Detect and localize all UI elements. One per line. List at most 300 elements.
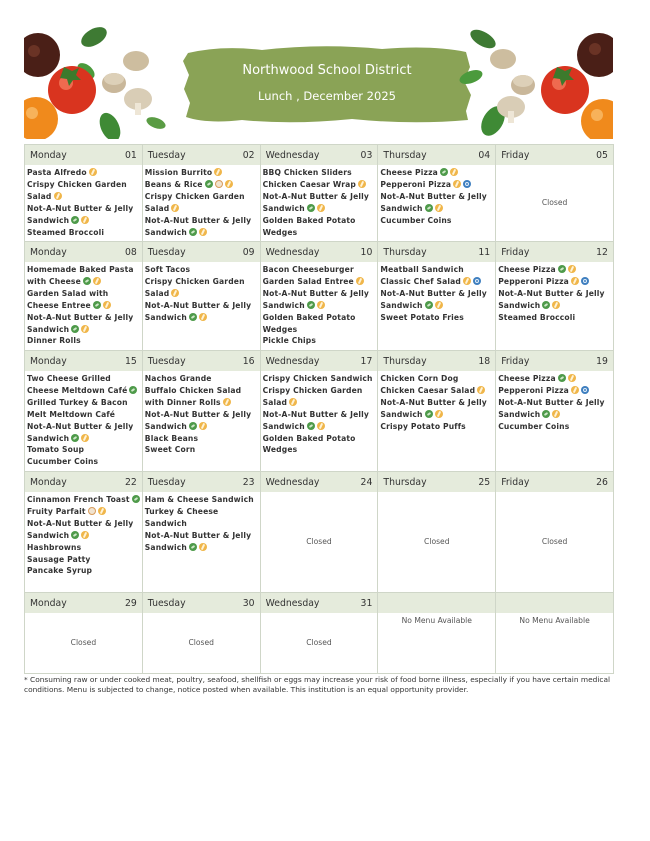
wheat-icon	[317, 204, 325, 212]
day-name: Monday	[30, 476, 67, 488]
menu-item	[263, 191, 376, 215]
menu-item	[27, 167, 140, 179]
day-header	[261, 472, 378, 492]
menu-item	[263, 335, 376, 347]
menu-item-text: Not-A-Nut Butter & Jelly Sandwich	[380, 191, 487, 213]
day-cell	[496, 242, 614, 351]
day-cell	[496, 145, 614, 242]
wheat-icon	[225, 180, 233, 188]
menu-item	[380, 288, 493, 312]
menu-item-text: Bacon Cheeseburger	[262, 265, 354, 274]
day-cell	[142, 351, 260, 472]
day-menu	[496, 165, 613, 241]
menu-item-text: Not-A-Nut Butter & Jelly Sandwich	[498, 288, 605, 310]
vegetarian-icon	[71, 325, 79, 333]
menu-item	[145, 264, 258, 276]
day-cell	[378, 145, 496, 242]
menu-item-text: Crispy Potato Puffs	[380, 421, 466, 431]
menu-item	[498, 421, 611, 433]
menu-item-text: Not-A-Nut Butter & Jelly Sandwich	[144, 530, 252, 552]
day-date: 29	[124, 597, 137, 609]
menu-item	[27, 565, 140, 577]
menu-item	[380, 385, 493, 397]
day-header	[25, 145, 142, 165]
vegetarian-icon	[542, 410, 550, 418]
day-header	[143, 593, 260, 613]
menu-month-subtitle: Lunch , December 2025	[258, 89, 396, 103]
day-menu	[378, 262, 495, 350]
menu-item	[145, 191, 258, 215]
day-cell	[260, 145, 378, 242]
day-menu	[261, 262, 378, 350]
wheat-icon	[571, 277, 579, 285]
menu-item	[263, 385, 376, 409]
day-menu	[496, 492, 613, 592]
vegetarian-icon	[558, 265, 566, 273]
day-date: 08	[124, 246, 137, 258]
menu-item-text: Cucumber Coins	[380, 215, 452, 225]
day-header	[496, 593, 613, 613]
menu-item-text: Cheese Pizza	[380, 168, 438, 177]
menu-item-text: Golden Baked Potato Wedges	[262, 433, 356, 455]
day-name: Wednesday	[265, 355, 320, 367]
menu-item-text: Cinnamon French Toast	[27, 495, 130, 504]
wheat-icon	[199, 313, 207, 321]
day-name: Friday	[501, 246, 530, 258]
menu-item-text: Not-A-Nut Butter & Jelly Sandwich	[498, 397, 605, 419]
menu-calendar	[24, 144, 614, 674]
day-menu	[496, 262, 613, 350]
menu-item-text: Chicken Corn Dog	[380, 374, 459, 383]
vegetarian-icon	[558, 374, 566, 382]
menu-item-text: Golden Baked Potato Wedges	[262, 312, 356, 334]
wheat-icon	[317, 422, 325, 430]
vegetarian-icon	[205, 180, 213, 188]
day-header	[378, 242, 495, 262]
menu-item	[27, 518, 140, 542]
menu-item-text: Pasta Alfredo	[27, 168, 87, 177]
menu-item	[498, 288, 611, 312]
day-name: Friday	[501, 149, 530, 161]
menu-item-text: Hashbrowns	[27, 542, 82, 552]
day-name: Tuesday	[147, 597, 186, 609]
day-date: 26	[596, 476, 608, 488]
menu-item	[145, 506, 258, 530]
wheat-icon	[571, 386, 579, 394]
closed-label: Closed	[188, 638, 214, 647]
menu-item-text: Grilled Turkey & Bacon Melt Meltdown Café	[27, 397, 128, 419]
menu-item-text: Sweet Corn	[144, 445, 196, 455]
pork-icon	[581, 277, 589, 285]
menu-item	[145, 530, 258, 554]
menu-item	[27, 264, 140, 288]
wheat-icon	[81, 216, 89, 224]
day-menu	[261, 165, 378, 241]
day-header	[143, 242, 260, 262]
wheat-icon	[317, 301, 325, 309]
day-header	[378, 145, 495, 165]
menu-item-text: Cucumber Coins	[498, 421, 570, 431]
wheat-icon	[89, 168, 97, 176]
calendar-week-row	[25, 242, 614, 351]
menu-item	[263, 433, 376, 457]
vegetarian-icon	[189, 228, 197, 236]
day-menu	[261, 492, 378, 592]
day-header	[496, 145, 613, 165]
day-date: 04	[478, 149, 491, 161]
menu-item	[263, 312, 376, 336]
day-menu	[143, 371, 260, 471]
menu-item-text: Pickle Chips	[262, 336, 317, 346]
day-cell	[260, 351, 378, 472]
vegetarian-icon	[307, 301, 315, 309]
menu-item	[27, 554, 140, 566]
day-cell	[496, 351, 614, 472]
menu-item	[27, 506, 140, 518]
day-menu	[25, 262, 142, 350]
day-name: Wednesday	[265, 149, 320, 161]
menu-item	[27, 494, 140, 506]
menu-item-text: Cucumber Coins	[27, 457, 99, 467]
day-cell	[25, 242, 143, 351]
menu-item	[263, 167, 376, 179]
wheat-icon	[199, 422, 207, 430]
day-header	[378, 472, 495, 492]
vegetarian-icon	[93, 301, 101, 309]
day-cell	[260, 593, 378, 674]
day-date: 19	[596, 355, 608, 367]
menu-item	[27, 312, 140, 336]
vegetarian-icon	[425, 301, 433, 309]
day-menu	[496, 613, 613, 673]
vegetarian-icon	[129, 386, 137, 394]
vegetarian-icon	[189, 543, 197, 551]
wheat-icon	[568, 265, 576, 273]
wheat-icon	[289, 398, 297, 406]
menu-item	[27, 335, 140, 347]
menu-item	[380, 397, 493, 421]
menu-item	[263, 264, 376, 276]
day-header	[25, 472, 142, 492]
menu-item-text: Not-A-Nut Butter & Jelly Sandwich	[262, 191, 370, 213]
menu-item	[263, 179, 376, 191]
menu-item	[145, 179, 258, 191]
day-menu	[143, 262, 260, 350]
day-date: 18	[478, 355, 491, 367]
day-name: Thursday	[383, 246, 427, 258]
menu-item-text: Garden Salad Entree	[262, 276, 354, 286]
menu-item	[27, 373, 140, 397]
wheat-icon	[199, 543, 207, 551]
day-menu	[378, 613, 495, 673]
menu-item-text: Not-A-Nut Butter & Jelly Sandwich	[144, 300, 252, 322]
vegetarian-icon	[71, 531, 79, 539]
menu-item-text: Mission Burrito	[144, 168, 213, 177]
day-header	[496, 351, 613, 371]
day-name: Tuesday	[147, 246, 186, 258]
day-menu	[261, 613, 378, 673]
menu-item-text: Buffalo Chicken Salad with Dinner Rolls	[144, 385, 242, 407]
day-menu	[25, 165, 142, 241]
menu-item	[498, 312, 611, 324]
menu-item-text: Pepperoni Pizza	[380, 179, 452, 189]
day-date: 12	[596, 246, 608, 258]
wheat-icon	[103, 301, 111, 309]
calendar-week-row	[25, 472, 614, 593]
menu-item	[498, 264, 611, 276]
menu-item-text: Classic Chef Salad	[380, 276, 462, 286]
closed-label: Closed	[424, 537, 450, 546]
calendar-week-row	[25, 593, 614, 674]
menu-item-text: Pancake Syrup	[27, 566, 93, 576]
banner-brush-stroke	[182, 43, 472, 125]
menu-item	[380, 191, 493, 215]
menu-item-text: Turkey & Cheese Sandwich	[144, 506, 219, 528]
day-date: 03	[360, 149, 373, 161]
menu-item	[145, 385, 258, 409]
day-date: 31	[360, 597, 373, 609]
menu-item-text: Nachos Grande	[144, 374, 212, 383]
menu-item	[27, 456, 140, 468]
day-name: Tuesday	[147, 149, 186, 161]
day-cell	[260, 242, 378, 351]
menu-item	[380, 264, 493, 276]
day-date: 30	[242, 597, 255, 609]
menu-item	[145, 167, 258, 179]
wheat-icon	[81, 434, 89, 442]
menu-item	[380, 167, 493, 179]
vegetarian-icon	[425, 410, 433, 418]
menu-item	[27, 397, 140, 421]
day-date: 05	[596, 149, 608, 161]
menu-item	[27, 288, 140, 312]
menu-item-text: Not-A-Nut Butter & Jelly Sandwich	[27, 421, 134, 443]
menu-item	[380, 276, 493, 288]
day-name: Thursday	[383, 476, 427, 488]
wheat-icon	[453, 180, 461, 188]
menu-item	[380, 373, 493, 385]
day-menu	[143, 165, 260, 241]
day-cell	[25, 351, 143, 472]
day-menu	[143, 492, 260, 592]
day-menu	[378, 492, 495, 592]
day-name: Monday	[30, 149, 67, 161]
menu-item-text: Fruity Parfait	[27, 506, 86, 516]
day-cell	[142, 145, 260, 242]
menu-item	[263, 288, 376, 312]
menu-item	[27, 444, 140, 456]
menu-item-text: Crispy Chicken Garden Salad	[144, 191, 245, 213]
day-name: Monday	[30, 597, 67, 609]
day-menu	[378, 165, 495, 241]
day-menu	[378, 371, 495, 471]
closed-label: Closed	[541, 537, 568, 546]
day-header	[25, 242, 142, 262]
menu-item	[27, 421, 140, 445]
closed-label: Closed	[70, 638, 97, 647]
day-date: 17	[360, 355, 373, 367]
day-date: 02	[242, 149, 255, 161]
wheat-icon	[435, 204, 443, 212]
wheat-icon	[463, 277, 471, 285]
wheat-icon	[552, 301, 560, 309]
closed-label: Closed	[306, 638, 332, 647]
menu-item-text: Not-A-Nut Butter & Jelly Sandwich	[144, 409, 252, 431]
menu-item-text: Cheese Pizza	[498, 374, 556, 383]
vegetarian-icon	[71, 434, 79, 442]
wheat-icon	[435, 301, 443, 309]
wheat-icon	[81, 325, 89, 333]
day-name: Wednesday	[265, 246, 320, 258]
day-cell	[142, 472, 260, 593]
day-cell	[378, 472, 496, 593]
menu-item	[27, 203, 140, 227]
day-name: Wednesday	[265, 476, 320, 488]
day-date: 09	[242, 246, 255, 258]
menu-item-text: Meatball Sandwich	[380, 265, 464, 274]
closed-label: Closed	[306, 537, 332, 546]
menu-item	[380, 421, 493, 433]
menu-item-text: Sausage Patty	[27, 554, 91, 564]
menu-item-text: Soft Tacos	[144, 265, 191, 274]
pork-icon	[463, 180, 471, 188]
day-cell	[142, 593, 260, 674]
day-date: 25	[478, 476, 491, 488]
menu-item-text: Not-A-Nut Butter & Jelly Sandwich	[144, 215, 252, 237]
menu-item	[27, 179, 140, 203]
pork-icon	[581, 386, 589, 394]
day-menu	[25, 371, 142, 471]
day-cell	[378, 351, 496, 472]
vegetarian-icon	[189, 422, 197, 430]
calendar-week-row	[25, 351, 614, 472]
menu-item-text: Not-A-Nut Butter & Jelly Sandwich	[27, 312, 134, 334]
menu-item-text: Garden Salad with Cheese Entree	[27, 288, 109, 310]
menu-item-text: Crispy Chicken Garden Salad	[144, 276, 245, 298]
menu-item	[498, 397, 611, 421]
day-cell	[25, 472, 143, 593]
menu-item	[380, 179, 493, 191]
wheat-icon	[199, 228, 207, 236]
menu-item	[498, 373, 611, 385]
wheat-icon	[477, 386, 485, 394]
day-name: Thursday	[383, 149, 427, 161]
menu-item	[380, 312, 493, 324]
menu-item-text: Pepperoni Pizza	[498, 276, 569, 286]
wheat-icon	[81, 531, 89, 539]
menu-item	[498, 385, 611, 397]
day-date: 16	[242, 355, 255, 367]
day-header	[25, 593, 142, 613]
menu-item	[27, 542, 140, 554]
day-date: 23	[242, 476, 255, 488]
menu-item	[145, 444, 258, 456]
day-cell	[260, 472, 378, 593]
day-menu	[25, 492, 142, 592]
day-menu	[261, 371, 378, 471]
menu-item-text: Sweet Potato Fries	[380, 312, 464, 322]
menu-item	[145, 276, 258, 300]
day-header	[143, 351, 260, 371]
menu-item-text: Tomato Soup	[27, 445, 85, 455]
district-title: Northwood School District	[242, 63, 412, 78]
no-menu-label: No Menu Available	[519, 616, 590, 625]
day-date: 15	[124, 355, 137, 367]
vegetarian-icon	[425, 204, 433, 212]
day-name: Monday	[30, 246, 67, 258]
day-cell	[496, 472, 614, 593]
menu-item-text: Not-A-Nut Butter & Jelly Sandwich	[380, 288, 487, 310]
menu-item	[145, 215, 258, 239]
menu-item	[145, 433, 258, 445]
day-name: Thursday	[383, 355, 427, 367]
egg-icon	[88, 507, 96, 515]
menu-item-text: Golden Baked Potato Wedges	[262, 215, 356, 237]
vegetables-image-left	[24, 27, 184, 139]
day-cell	[378, 242, 496, 351]
day-cell	[378, 593, 496, 674]
wheat-icon	[171, 204, 179, 212]
menu-item-text: Pepperoni Pizza	[498, 385, 569, 395]
menu-item-text: Homemade Baked Pasta with Cheese	[27, 265, 134, 286]
day-header	[261, 351, 378, 371]
menu-item	[145, 300, 258, 324]
menu-item	[263, 409, 376, 433]
vegetarian-icon	[83, 277, 91, 285]
vegetarian-icon	[307, 204, 315, 212]
wheat-icon	[93, 277, 101, 285]
day-date: 24	[360, 476, 373, 488]
day-menu	[496, 371, 613, 471]
menu-item-text: Ham & Cheese Sandwich	[144, 495, 254, 504]
menu-item	[145, 409, 258, 433]
wheat-icon	[171, 289, 179, 297]
menu-item	[263, 215, 376, 239]
day-cell	[142, 242, 260, 351]
menu-item-text: Beans & Rice	[144, 179, 203, 189]
menu-item-text: Black Beans	[144, 433, 199, 443]
closed-label: Closed	[541, 198, 568, 207]
no-menu-label: No Menu Available	[401, 616, 472, 625]
day-date: 01	[124, 149, 137, 161]
menu-item	[498, 276, 611, 288]
wheat-icon	[214, 168, 222, 176]
menu-item-text: Steamed Broccoli	[27, 227, 105, 237]
day-name: Monday	[30, 355, 67, 367]
food-safety-footnote: * Consuming raw or under cooked meat, poultry, seafood, shellfish or eggs may increase your risk of food borne illness, especially if you have certain medical conditions. Menu is subjected to change, notice posted when available. This institution is an equal opportunity provider.	[24, 675, 611, 694]
egg-icon	[215, 180, 223, 188]
wheat-icon	[54, 192, 62, 200]
menu-item-text: Not-A-Nut Butter & Jelly Sandwich	[262, 288, 370, 310]
menu-item	[380, 215, 493, 227]
day-name: Tuesday	[147, 476, 186, 488]
menu-item-text: Two Cheese Grilled Cheese Meltdown Café	[27, 374, 128, 395]
day-name: Friday	[501, 476, 530, 488]
wheat-icon	[552, 410, 560, 418]
menu-item-text: Crispy Chicken Garden Salad	[262, 385, 363, 407]
vegetarian-icon	[189, 313, 197, 321]
day-cell	[25, 593, 143, 674]
day-header	[261, 145, 378, 165]
wheat-icon	[223, 398, 231, 406]
wheat-icon	[450, 168, 458, 176]
day-date: 11	[478, 246, 491, 258]
menu-item-text: Crispy Chicken Sandwich	[262, 374, 373, 383]
wheat-icon	[435, 410, 443, 418]
day-cell	[496, 593, 614, 674]
day-cell	[25, 145, 143, 242]
wheat-icon	[358, 180, 366, 188]
